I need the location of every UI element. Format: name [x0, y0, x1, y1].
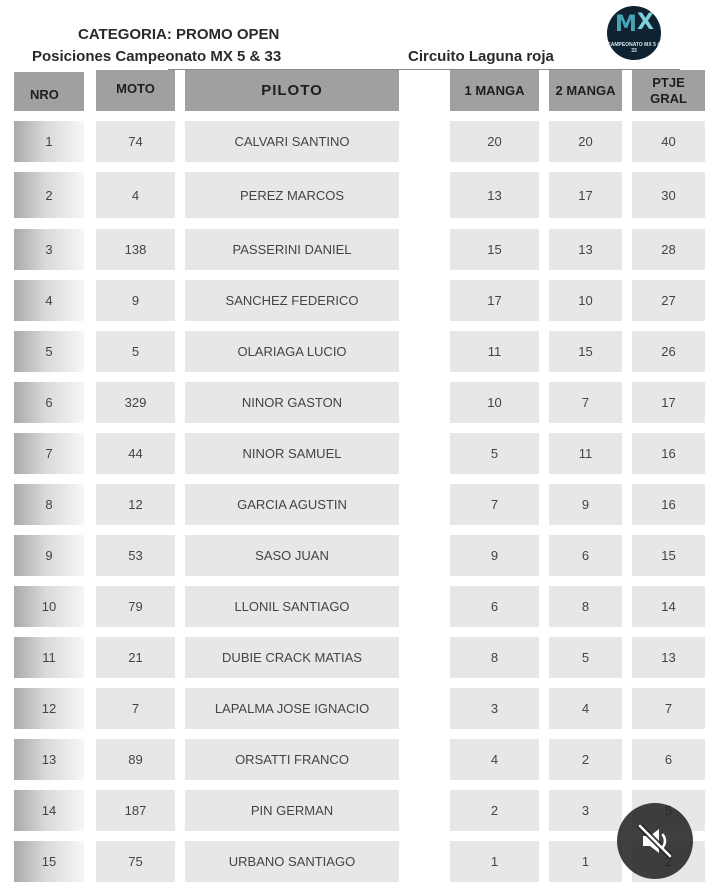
cell-moto: 7 — [96, 688, 175, 729]
cell-nro: 1 — [14, 121, 84, 162]
cell-ptje: 14 — [632, 586, 705, 627]
cell-ptje: 40 — [632, 121, 705, 162]
category-title: CATEGORIA: PROMO OPEN — [78, 26, 280, 43]
cell-manga1: 9 — [450, 535, 539, 576]
cell-nro: 12 — [14, 688, 84, 729]
cell-moto: 4 — [96, 172, 175, 218]
cell-ptje: 13 — [632, 637, 705, 678]
cell-nro: 10 — [14, 586, 84, 627]
cell-nro: 15 — [14, 841, 84, 882]
cell-piloto: NINOR GASTON — [185, 382, 399, 423]
mute-button[interactable] — [617, 803, 693, 879]
cell-moto: 9 — [96, 280, 175, 321]
cell-manga1: 10 — [450, 382, 539, 423]
cell-nro: 9 — [14, 535, 84, 576]
cell-manga2: 17 — [549, 172, 622, 218]
cell-manga1: 5 — [450, 433, 539, 474]
cell-manga1: 6 — [450, 586, 539, 627]
cell-manga1: 20 — [450, 121, 539, 162]
cell-piloto: PIN GERMAN — [185, 790, 399, 831]
cell-ptje: 7 — [632, 688, 705, 729]
ptje-label-line1: PTJE — [652, 74, 685, 90]
cell-manga2: 20 — [549, 121, 622, 162]
column-header-ptje — [632, 70, 705, 111]
cell-manga2: 10 — [549, 280, 622, 321]
cell-nro: 14 — [14, 790, 84, 831]
column-header-nro: NRO — [14, 72, 84, 111]
cell-moto: 138 — [96, 229, 175, 270]
cell-moto: 53 — [96, 535, 175, 576]
cell-manga1: 11 — [450, 331, 539, 372]
championship-logo: M X CAMPEONATO MX 5 & 33 — [607, 6, 661, 60]
cell-manga1: 7 — [450, 484, 539, 525]
logo-caption: CAMPEONATO MX 5 & 33 — [607, 42, 661, 54]
cell-piloto: GARCIA AGUSTIN — [185, 484, 399, 525]
cell-piloto: LAPALMA JOSE IGNACIO — [185, 688, 399, 729]
cell-nro: 4 — [14, 280, 84, 321]
cell-moto: 75 — [96, 841, 175, 882]
cell-moto: 44 — [96, 433, 175, 474]
cell-moto: 74 — [96, 121, 175, 162]
cell-manga1: 15 — [450, 229, 539, 270]
cell-moto: 79 — [96, 586, 175, 627]
cell-manga2: 1 — [549, 841, 622, 882]
cell-piloto: NINOR SAMUEL — [185, 433, 399, 474]
cell-ptje: 27 — [632, 280, 705, 321]
cell-manga1: 4 — [450, 739, 539, 780]
cell-manga2: 2 — [549, 739, 622, 780]
cell-manga2: 6 — [549, 535, 622, 576]
column-header-manga1: 1 MANGA — [450, 70, 539, 111]
cell-manga1: 1 — [450, 841, 539, 882]
cell-nro: 5 — [14, 331, 84, 372]
cell-manga2: 8 — [549, 586, 622, 627]
cell-nro: 6 — [14, 382, 84, 423]
speaker-muted-icon — [635, 821, 675, 861]
cell-moto: 5 — [96, 331, 175, 372]
cell-manga2: 15 — [549, 331, 622, 372]
cell-manga2: 5 — [549, 637, 622, 678]
cell-manga1: 2 — [450, 790, 539, 831]
cell-nro: 8 — [14, 484, 84, 525]
cell-moto: 21 — [96, 637, 175, 678]
column-header-moto: MOTO — [96, 70, 175, 111]
cell-piloto: PEREZ MARCOS — [185, 172, 399, 218]
ptje-label-line2: GRAL — [650, 90, 687, 106]
cell-ptje: 16 — [632, 484, 705, 525]
cell-manga1: 13 — [450, 172, 539, 218]
cell-piloto: ORSATTI FRANCO — [185, 739, 399, 780]
cell-moto: 187 — [96, 790, 175, 831]
cell-ptje: 30 — [632, 172, 705, 218]
cell-manga2: 4 — [549, 688, 622, 729]
cell-moto: 89 — [96, 739, 175, 780]
cell-manga2: 7 — [549, 382, 622, 423]
cell-piloto: URBANO SANTIAGO — [185, 841, 399, 882]
cell-ptje: 17 — [632, 382, 705, 423]
cell-manga1: 3 — [450, 688, 539, 729]
cell-piloto: CALVARI SANTINO — [185, 121, 399, 162]
cell-nro: 11 — [14, 637, 84, 678]
cell-nro: 3 — [14, 229, 84, 270]
cell-piloto: OLARIAGA LUCIO — [185, 331, 399, 372]
cell-moto: 329 — [96, 382, 175, 423]
cell-nro: 13 — [14, 739, 84, 780]
circuit-name: Circuito Laguna roja — [408, 48, 554, 65]
cell-moto: 12 — [96, 484, 175, 525]
cell-manga2: 13 — [549, 229, 622, 270]
cell-ptje: 16 — [632, 433, 705, 474]
cell-manga1: 17 — [450, 280, 539, 321]
cell-ptje: 26 — [632, 331, 705, 372]
cell-piloto: SANCHEZ FEDERICO — [185, 280, 399, 321]
cell-piloto: PASSERINI DANIEL — [185, 229, 399, 270]
cell-ptje: 15 — [632, 535, 705, 576]
cell-manga1: 8 — [450, 637, 539, 678]
cell-manga2: 9 — [549, 484, 622, 525]
cell-piloto: SASO JUAN — [185, 535, 399, 576]
cell-piloto: DUBIE CRACK MATIAS — [185, 637, 399, 678]
cell-manga2: 11 — [549, 433, 622, 474]
column-header-manga2: 2 MANGA — [549, 70, 622, 111]
championship-subtitle: Posiciones Campeonato MX 5 & 33 — [32, 48, 282, 65]
cell-piloto: LLONIL SANTIAGO — [185, 586, 399, 627]
cell-nro: 2 — [14, 172, 84, 218]
cell-nro: 7 — [14, 433, 84, 474]
cell-ptje: 28 — [632, 229, 705, 270]
cell-manga2: 3 — [549, 790, 622, 831]
cell-ptje: 6 — [632, 739, 705, 780]
column-header-piloto: PILOTO — [185, 70, 399, 111]
